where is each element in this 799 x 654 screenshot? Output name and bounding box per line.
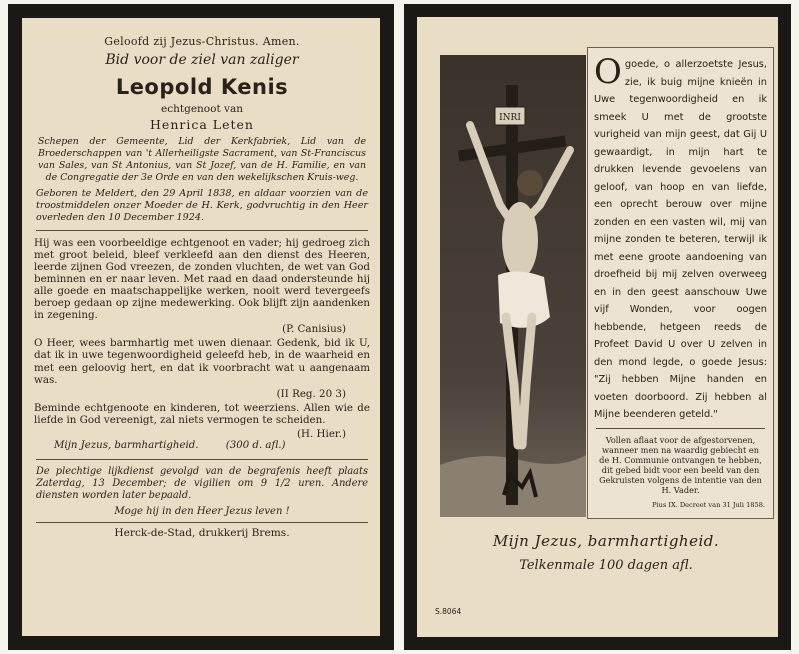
indulgence-script: Telkenmale 100 dagen afl. <box>519 558 693 573</box>
funeral-notice: De plechtige lijkdienst gevolgd van de begrafenis heeft plaats Zaterdag, 13 December; de vigilien om 9 1/2 uren. Andere diensten worden later bepaald. <box>36 465 368 501</box>
decree-note: Pius IX. Decreet van 31 Juli 1858. <box>652 500 765 509</box>
divider <box>596 428 765 429</box>
deceased-name: Leopold Kenis <box>115 74 289 99</box>
invocation-line <box>34 440 370 452</box>
divider <box>36 522 368 523</box>
farewell-text: Beminde echtgenoote en kinderen, tot weerziens. Allen wie de liefde in God vereenigt, zal niets vermogen te scheiden. <box>34 401 370 426</box>
opening-line: Geloofd zij Jezus-Christus. Amen. <box>104 35 300 48</box>
inri-label: INRI <box>499 113 521 123</box>
printer-credit: Herck-de-Stad, drukkerij Brems. <box>114 526 290 539</box>
invocation-script: Mijn Jezus, barmhartigheid. <box>492 532 720 550</box>
birth-death-text: Geboren te Meldert, den 29 April 1838, en aldaar voorzien van de troostmiddelen onzer Moeder de H. Kerk, godvruchtig in den Heer overleden den 10 December 1924. <box>36 187 368 223</box>
prayer-body <box>588 48 773 424</box>
card-paper <box>417 17 778 637</box>
closing-prayer: Moge hij in den Heer Jezus leven ! <box>114 505 290 517</box>
spouse-intro: echtgenoot van <box>161 102 243 115</box>
prayer-text: goede, o allerzoetste Jesus, zie, ik buig mijne knieën in Uwe tegenwoordigheid en ik smeek U met de grootste vurigheid van mijn geest, dat Gij U gewaardigt, in mijn hart te drukken levende gevoelens van geloof, van hoop en van liefde, een oprecht berouw over mijne zonden en een vasten wil, mij van mijne zonden te beteren, terwijl ik met eene groote aandoening van droefheid bij mij zelven overweeg en in den geest aanschouw Uwe vijf Wonden, voor oogen hebbende, hetgeen reeds de Profeet David U over U zelven in den mond legde, o goede Jesus: "Zij hebben Mijne handen en voeten doorboord. Zij hebben al Mijne beenderen geteld." <box>594 59 767 420</box>
citation-reg: (II Reg. 20 3) <box>276 387 346 400</box>
card-paper <box>22 18 380 636</box>
eulogy-text: Hij was een voorbeeldige echtgenoot en vader; hij gedroeg zich met groot beleid, bleef verkleefd aan den dienst des Heeren, leerde zijnen God vreezen, de zonden vluchten, de wet van God beminnen en er naar leven. Met raad en daad ondersteunde hij alle goede en maatschappelijke werken, nooit werd tevergeefs beroep gedaan op zijne medewerking. Ook blijft zijn aandenken in zegening. <box>34 236 370 322</box>
divider <box>36 230 368 231</box>
invocation: Mijn Jezus, barmhartigheid. <box>54 440 199 452</box>
indulgence-note: Vollen aflaat voor de afgestorvenen, wanneer men na waardig gebiecht en de H. Communie ontvangen te hebben, dit gebed bidt voor een beeld van den Gekruisten volgens de intentie van den H. Vader. <box>599 434 762 495</box>
indulgence-days: (300 d. afl.) <box>225 440 286 452</box>
invocation-strip <box>440 520 772 596</box>
memorial-card-back <box>404 4 791 650</box>
prayer-text: O Heer, wees barmhartig met uwen dienaar. Gedenk, bid ik U, dat ik in uwe tegenwoordigheid geleefd heb, in de waarheid en met een geloovig hert, en dat ik voorbracht wat u aangenaam was. <box>34 337 370 386</box>
memorial-card-front <box>8 4 394 650</box>
citation-hier: (H. Hier.) <box>297 428 346 441</box>
print-code: S.8064 <box>435 607 462 616</box>
prayer-panel <box>587 47 774 519</box>
spouse-name: Henrica Leten <box>150 117 254 133</box>
citation-canisius: (P. Canisius) <box>282 323 346 336</box>
prayer-request: Bid voor de ziel van zaliger <box>105 52 299 69</box>
roles-text: Schepen der Gemeente, Lid der Kerkfabriek, Lid van de Broederschappen van 't Allerheiligste Sacrament, van St-Franciscus van Sales, van St Antonius, van St Jozef, van de H. Familie, en van de Congregatie der 3e Orde en van den wekelijkschen Kruis-weg. <box>38 135 366 183</box>
divider <box>36 459 368 460</box>
crucifix-image <box>440 55 586 517</box>
crucifix-icon <box>440 55 586 517</box>
prayer-initial: O <box>594 52 622 92</box>
